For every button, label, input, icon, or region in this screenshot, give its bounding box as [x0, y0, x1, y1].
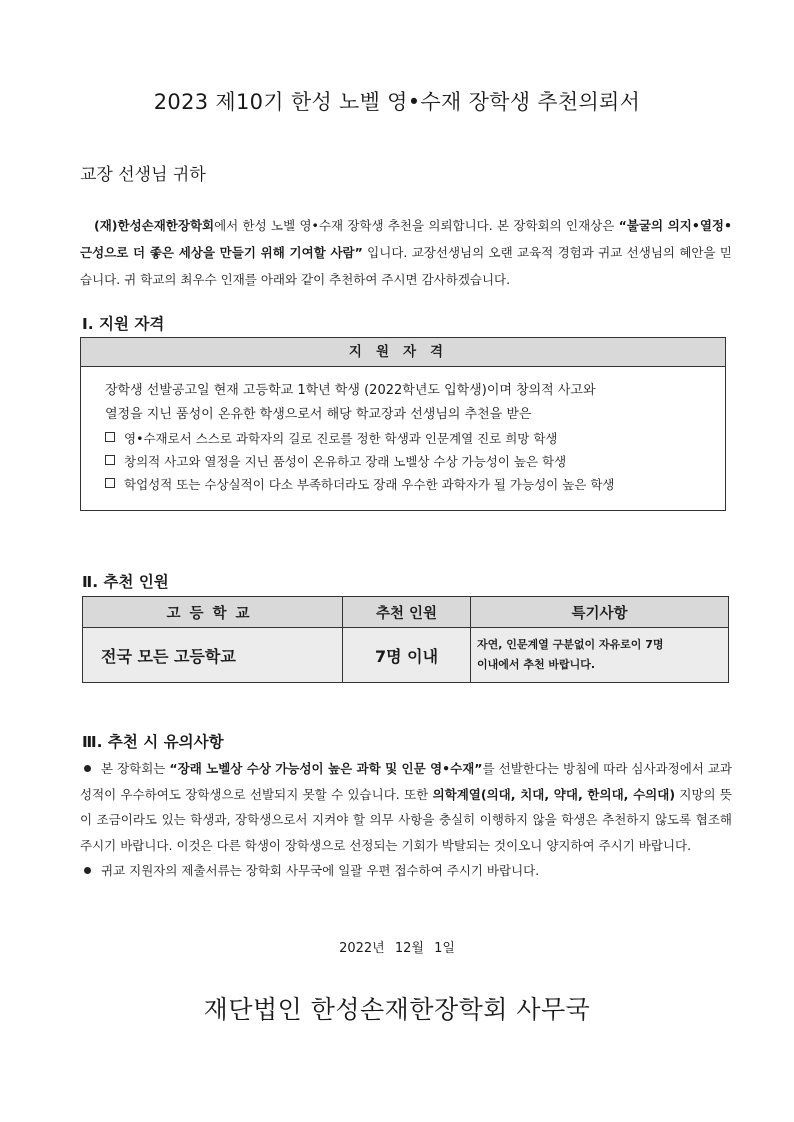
cell-school: 전국 모든 고등학교 [83, 628, 343, 683]
section-2-heading: Ⅱ. 추천 인원 [82, 573, 169, 591]
bullet-dot-icon [84, 765, 91, 772]
cell-note: 자연, 인문계열 구분없이 자유로이 7명 이내에서 추천 바랍니다. [471, 628, 729, 683]
eligibility-line-1: 장학생 선발공고일 현재 고등학교 1학년 학생 (2022학년도 입학생)이며 창의적 사고와 [105, 383, 596, 398]
checkbox-square-icon [105, 432, 115, 442]
issuing-organization: 재단법인 한성손재한장학회 사무국 [203, 995, 591, 1024]
recommendation-table [82, 596, 729, 683]
document-date: 2022년 12월 1일 [339, 941, 455, 956]
intro-text-2: 입니다. 교장선생님의 오랜 교육적 경험과 귀교 선생님의 혜안을 믿습니다. 귀 학교의 최우수 인재를 아래와 같이 추천하여 주시면 감사하겠습니다. [80, 245, 732, 287]
intro-text-1: 에서 한성 노벨 영•수재 장학생 추천을 의뢰합니다. 본 장학회의 인재상은 [214, 218, 619, 233]
bullet-dot-icon [84, 867, 91, 874]
recipient-line: 교장 선생님 귀하 [80, 165, 206, 185]
eligibility-bullet: 영•수재로서 스스로 과학자의 길로 진로를 정한 학생과 인문계열 진로 희망 학생 [105, 427, 705, 450]
table-row [83, 628, 729, 683]
eligibility-line-2: 열정을 지닌 품성이 온유한 학생으로서 해당 학교장과 선생님의 추천을 받은 [105, 407, 532, 422]
header-school: 고등학교 [83, 597, 343, 628]
header-count: 추천 인원 [343, 597, 471, 628]
org-name: (재)한성손재한장학회 [94, 218, 215, 233]
eligibility-box-title: 지원자격 [81, 338, 725, 367]
header-note: 특기사항 [471, 597, 729, 628]
notes-block [80, 756, 732, 884]
cell-count: 7명 이내 [343, 628, 471, 683]
checkbox-square-icon [105, 478, 115, 488]
intro-paragraph [80, 212, 732, 293]
scholarship-motto: “불굴의 의지•열정•근성으로 더 좋은 세상을 만들기 위해 기여할 사람” [80, 218, 732, 260]
note-item-1: 본 장학회는 “장래 노벨상 수상 가능성이 높은 과학 및 인문 영•수재”를 선발한다는 방침에 따라 심사과정에서 교과 성적이 우수하여도 장학생으로 선발되지 못할 수 있습니다. 또한 의학계열(의대, 치대, 약대, 한의대, 수의대) 지망의 뜻이 조금이라도 있는 학생과, 장학생으로서 지켜야 할 의무 사항을 충실히 이행하지 않을 학생은 추천하지 않도록 협조해 주시기 바랍니다. 이것은 다른 학생이 장학생으로 선정되는 기회가 박탈되는 것이오니 양지하여 주시기 바랍니다. [80, 761, 733, 853]
section-1-heading: Ⅰ. 지원 자격 [82, 315, 165, 333]
section-3-heading: Ⅲ. 추천 시 유의사항 [82, 733, 224, 751]
eligibility-bullet: 창의적 사고와 열정을 지닌 품성이 온유하고 장래 노벨상 수상 가능성이 높은 학생 [105, 450, 705, 473]
document-title: 2023 제10기 한성 노벨 영•수재 장학생 추천의뢰서 [153, 90, 641, 114]
eligibility-box [80, 337, 726, 511]
checkbox-square-icon [105, 455, 115, 465]
eligibility-bullet: 학업성적 또는 수상실적이 다소 부족하더라도 장래 우수한 과학자가 될 가능성이 높은 학생 [105, 473, 705, 496]
note-item-2: 귀교 지원자의 제출서류는 장학회 사무국에 일괄 우편 접수하여 주시기 바랍니다. [80, 858, 732, 884]
